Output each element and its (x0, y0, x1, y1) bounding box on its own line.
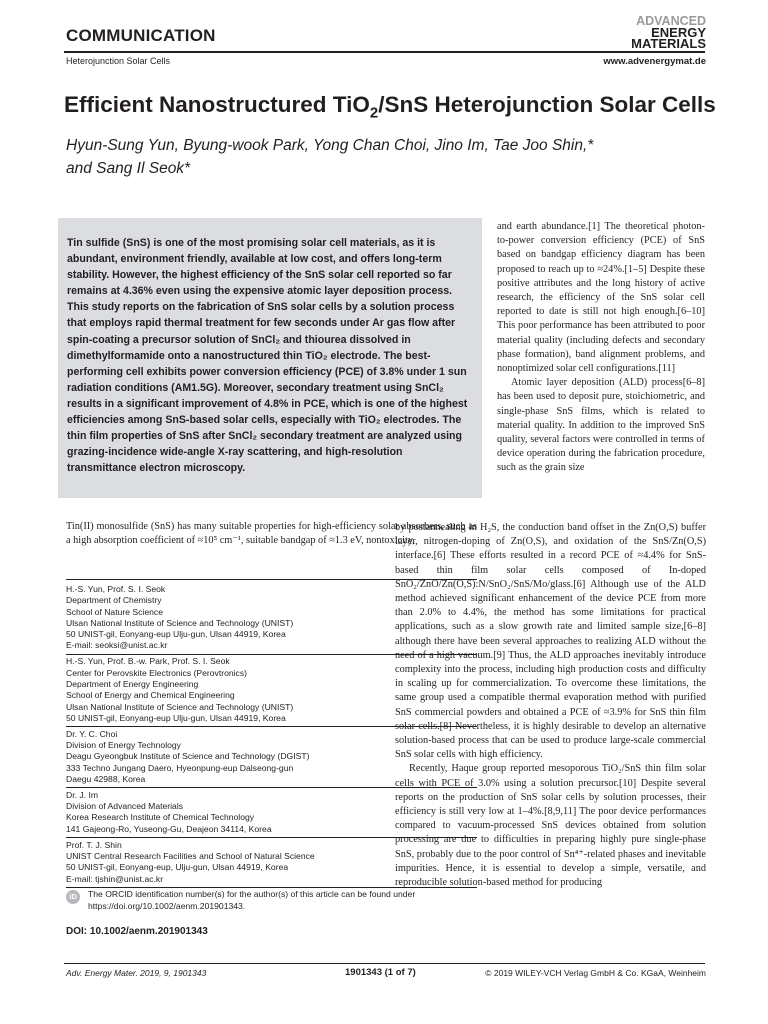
affiliation-line: UNIST Central Research Facilities and School of Natural Science (66, 850, 315, 861)
affiliation-line: Dr. J. Im (66, 789, 98, 800)
affiliation-dgist (66, 729, 466, 785)
affiliation-line: 141 Gajeong-Ro, Yuseong-Gu, Deajeon 34114, Korea (66, 823, 272, 834)
affiliation-line: 50 UNIST-gil, Eonyang-eup Ulju-gun, Ulsan 44919, Korea (66, 712, 286, 723)
affiliation-line: 333 Techno Jungang Daero, Hyeonpung-eup Dalseong-gun (66, 762, 294, 773)
article-title (64, 92, 716, 122)
paragraph-ald-start: Atomic layer deposition (ALD) process[6–8] has been used to deposit pure, stoichiometric, and single-phase SnS films, which is related to material quality. In addition to the improved SnS quality, several factors were controlled in terms of device operation during the fabrication procedure, such as the grain size (497, 377, 705, 474)
affiliation-line: School of Nature Science (66, 606, 163, 617)
affiliation-divider (66, 787, 477, 788)
title-part-2: /SnS Heterojunction Solar Cells (378, 92, 716, 117)
affiliation-line: Prof. T. J. Shin (66, 839, 122, 850)
affiliation-line: 50 UNIST-gil, Eonyang-eup, Ulju-gun, Ulsan 44919, Korea (66, 862, 289, 873)
footer-copyright: © 2019 WILEY-VCH Verlag GmbH & Co. KGaA, Weinheim (485, 968, 706, 978)
orcid-icon: iD (66, 890, 80, 904)
affiliation-perovtronics (66, 656, 466, 724)
affiliation-line: Ulsan National Institute of Science and Technology (UNIST) (66, 617, 294, 628)
paragraph-ald-continued: by postannealing in H₂S, the conduction band offset in the Zn(O,S) buffer layer, nitrogen-doping of Zn(O,S), and oxidation of the SnS/Zn(O,S) interface.[6] These efforts resulted in a record PCE of ≈4.4% for SnS-based thin film solar cells composed of In-doped SnO₂/ZnO/Zn(O,S):N/SnO₂/SnS/Mo/glass.[6] Although use of the ALD method achieved significant enhancement of the device PCE from more than 2.0% to 4.4%, the method has some limitations for practical applications, such as a slow growth rate and limited sample size,[6–8] although there have been several approaches to realizing ALD without the need of a high vacuum.[9] Thus, the ALD approaches inevitably introduce complexity into the process, including high production costs and difficulty in scaling up for commercialization. To overcome these limitations, the same group used a compatible thermal evaporation method with purified SnS commercial powders and obtained a PCE of ≈3.9% for SnS thin film solar cells.[8] Nevertheless, it is highly desirable to develop an alternative solution-based process that can be used to produce large-scale commercial SnS solar cells with high efficiency. (395, 522, 706, 761)
affiliation-line: Dr. Y. C. Choi (66, 728, 118, 739)
paragraph-intro-continued: and earth abundance.[1] The theoretical photon-to-power conversion efficiency (PCE) of SnS based on bandgap efficiency diagram has been proposed to reach up to ≈24%.[1–5] Despite these positive attributes and the long history of active research, the efficiency of the SnS solar cell reported to date is still not high enough.[6–10] This poor performance has been attributed to poor material quality (including defects and secondary phase formation), band alignment problems, and nonoptimized solar cell configurations.[11] (497, 221, 705, 375)
affiliation-line: Division of Advanced Materials (66, 801, 184, 812)
logo-line-materials: MATERIALS (631, 36, 706, 51)
affiliation-divider (66, 887, 477, 888)
affiliation-line: Division of Energy Technology (66, 740, 181, 751)
abstract-text: Tin sulfide (SnS) is one of the most promising solar cell materials, as it is abundant, environment friendly, available at low cost, and offers long-term stability. However, the highest efficiency of the SnS solar cell reported so far remains at 4.36% even using the expensive atomic layer deposition process. This study reports on the fabrication of SnS solar cells by a solution process that employs rapid thermal treatment for few seconds under Ar gas flow after spin-coating a precursor solution of SnCl₂ and thiourea dissolved in dimethylformamide onto a nanostructured thin TiO₂ electrode. The best-performing cell exhibits power conversion efficiency (PCE) of 3.8% under 1 sun radiation conditions (AM1.5G). Moreover, secondary treatment using SnCl₂ results in a significant improvement of 4.8% in PCE, which is one of the highest efficiencies among SnS-based solar cells, especially with TiO₂ electrodes. The thin film properties of SnS after SnCl₂ secondary treatment are analyzed using grazing-incidence wide-angle X-ray scattering, and high-resolution transmittance electron microscopy. (67, 237, 468, 475)
paragraph-solution-process: Recently, Haque group reported mesoporous TiO₂/SnS thin film solar cells with PCE of 3.0% using a solution precursor.[10] Despite several reports on the production of SnS solar cells by solution processes, their efficiency is still very low at 1–4%.[8,9,11] The poor device performances compared to vacuum-processed SnS devices obtained from solution processing are due to difficulties in preparing highly pure single-phase SnS, probably due to the poor control of Sn⁴⁺-related phases and inevitable impurities. Hence, it is essential to develop a simple, versatile, and reproducible solution-based method for producing (395, 763, 706, 889)
affiliation-line: Korea Research Institute of Chemical Technology (66, 812, 255, 823)
affiliation-divider (66, 654, 477, 655)
email-link[interactable]: E-mail: seoksi@unist.ac.kr (66, 640, 168, 651)
right-column-narrow (497, 220, 705, 476)
footer-page-number: 1901343 (1 of 7) (345, 967, 416, 978)
journal-website-link[interactable]: www.advenergymat.de (603, 56, 706, 67)
affiliation-divider (66, 726, 477, 727)
affiliations (66, 584, 466, 912)
header-rule (64, 51, 705, 53)
affiliation-krict (66, 790, 466, 835)
authors-line-2: and Sang Il Seok* (66, 160, 191, 177)
section-label: COMMUNICATION (66, 26, 216, 45)
affiliation-line: Daegu 42988, Korea (66, 773, 146, 784)
affiliation-line: Department of Chemistry (66, 595, 162, 606)
journal-logo (631, 16, 706, 49)
affiliation-line: H.-S. Yun, Prof. B.-w. Park, Prof. S. I. Seok (66, 656, 230, 667)
affiliation-line: Department of Energy Engineering (66, 678, 199, 689)
footer-journal-citation: Adv. Energy Mater. 2019, 9, 1901343 (66, 968, 207, 978)
author-list (66, 134, 686, 180)
affiliation-unist-central (66, 840, 466, 885)
footnote-rule (66, 579, 477, 580)
affiliation-line: Ulsan National Institute of Science and Technology (UNIST) (66, 701, 294, 712)
logo-line-energy: ENERGY (651, 25, 706, 40)
affiliation-divider (66, 837, 477, 838)
affiliation-line: Center for Perovskite Electronics (Perovtronics) (66, 667, 248, 678)
affiliation-line: School of Energy and Chemical Engineering (66, 690, 235, 701)
footer-rule (64, 963, 705, 964)
title-subscript: 2 (369, 104, 379, 122)
topic-label: Heterojunction Solar Cells (66, 56, 171, 66)
authors-line-1: Hyun-Sung Yun, Byung-wook Park, Yong Chan Choi, Jino Im, Tae Joo Shin,* (66, 137, 594, 154)
orcid-text[interactable]: The ORCID identification number(s) for the author(s) of this article can be found under https://doi.org/10.1002/aenm.201901343. (88, 889, 416, 911)
title-part-1: Efficient Nanostructured TiO (64, 92, 370, 117)
email-link[interactable]: E-mail: tjshin@unist.ac.kr (66, 873, 164, 884)
logo-line-advanced: ADVANCED (636, 14, 706, 28)
paragraph-intro: Tin(II) monosulfide (SnS) has many suitable properties for high-efficiency solar absorbers, such as a high absorption coefficient of ≈10⁵ cm⁻¹, suitable bandgap of ≈1.3 eV, nontoxicity, (66, 521, 477, 547)
abstract (67, 235, 472, 476)
orcid-note (66, 889, 466, 912)
affiliation-unist-chemistry (66, 584, 466, 652)
doi-label[interactable]: DOI: 10.1002/aenm.201901343 (66, 926, 208, 937)
affiliation-line: H.-S. Yun, Prof. S. I. Seok (66, 584, 166, 594)
affiliation-line: Deagu Gyeongbuk Institute of Science and Technology (DGIST) (66, 751, 310, 762)
affiliation-line: 50 UNIST-gil, Eonyang-eup Ulju-gun, Ulsan 44919, Korea (66, 629, 286, 640)
